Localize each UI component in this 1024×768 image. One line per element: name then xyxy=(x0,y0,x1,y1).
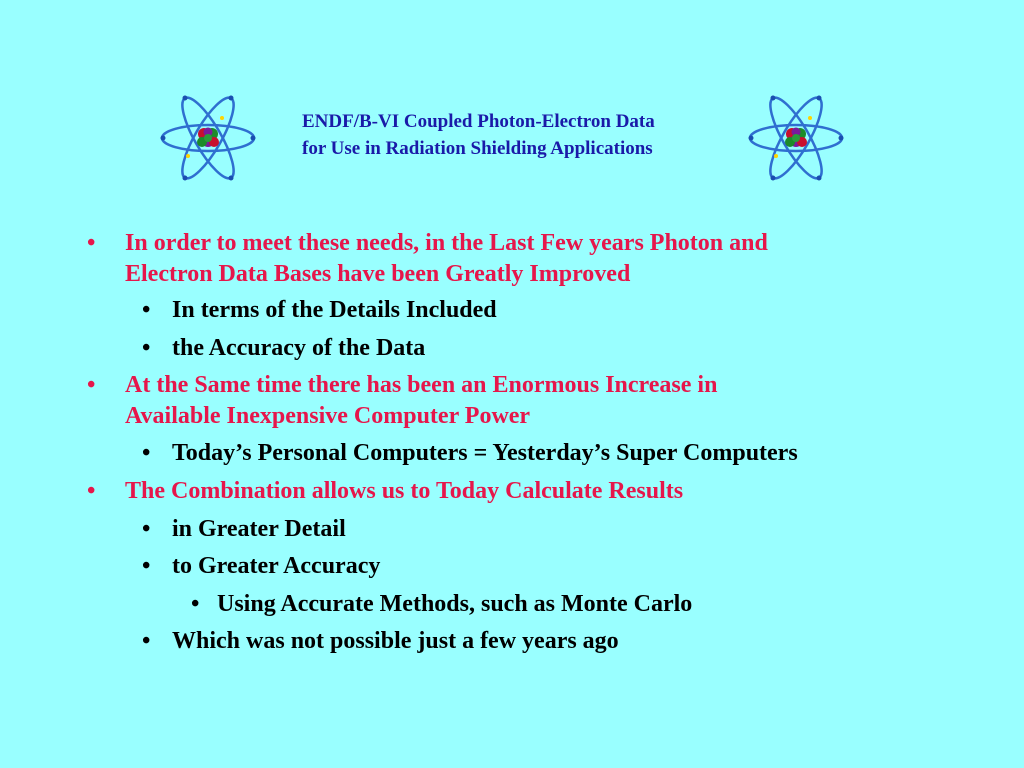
slide-title xyxy=(302,108,742,162)
title-line-2: for Use in Radiation Shielding Applications xyxy=(302,138,653,159)
bullet-1b xyxy=(142,333,426,364)
bullet-dot: • xyxy=(142,628,151,654)
bullet-2 xyxy=(87,370,718,432)
bullet-3c-text: Which was not possible just a few years ago xyxy=(172,628,619,654)
title-line-1: ENDF/B-VI Coupled Photon-Electron Data xyxy=(302,111,655,132)
bullet-dot: • xyxy=(142,297,151,323)
bullet-2a-text: Today’s Personal Computers = Yesterday’s Super Computers xyxy=(172,440,798,466)
bullet-1a xyxy=(142,295,497,326)
bullet-3a xyxy=(142,514,346,545)
bullet-dot: • xyxy=(191,591,200,617)
bullet-dot: • xyxy=(142,553,151,579)
bullet-3 xyxy=(87,476,684,507)
bullet-dot: • xyxy=(142,335,151,361)
bullet-1-line-2: Electron Data Bases have been Greatly Improved xyxy=(125,261,631,287)
bullet-1-line-1: In order to meet these needs, in the Last Few years Photon and xyxy=(125,230,768,256)
bullet-dot: • xyxy=(142,440,151,466)
bullet-3b-text: to Greater Accuracy xyxy=(172,553,381,579)
bullet-3a-text: in Greater Detail xyxy=(172,516,346,542)
bullet-3b1-text: Using Accurate Methods, such as Monte Carlo xyxy=(217,591,693,617)
bullet-dot: • xyxy=(87,372,96,398)
bullet-3-text: The Combination allows us to Today Calculate Results xyxy=(125,478,684,504)
bullet-2a xyxy=(142,438,798,469)
bullet-dot: • xyxy=(87,478,96,504)
bullet-1a-text: In terms of the Details Included xyxy=(172,297,497,323)
bullet-3b xyxy=(142,551,381,582)
atom-icon xyxy=(748,90,844,186)
bullet-1b-text: the Accuracy of the Data xyxy=(172,335,426,361)
bullet-3b1 xyxy=(191,589,693,620)
atom-icon xyxy=(160,90,256,186)
bullet-3c xyxy=(142,626,619,657)
bullet-1 xyxy=(87,228,768,290)
bullet-2-line-2: Available Inexpensive Computer Power xyxy=(125,403,531,429)
bullet-dot: • xyxy=(142,516,151,542)
bullet-dot: • xyxy=(87,230,96,256)
bullet-2-line-1: At the Same time there has been an Enormous Increase in xyxy=(125,372,718,398)
